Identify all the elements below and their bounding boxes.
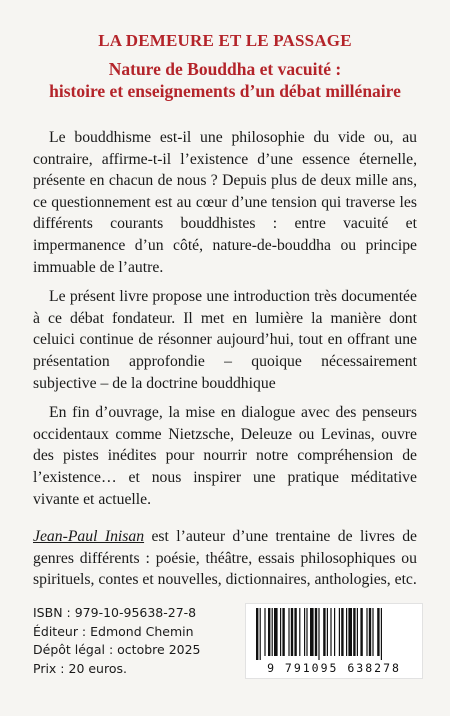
barcode-number: 9 791095 638278 xyxy=(267,661,401,675)
back-cover-text xyxy=(33,127,417,599)
subtitle-line-2: histoire et enseignements d’un débat millénaire xyxy=(49,81,401,101)
barcode xyxy=(245,603,423,679)
isbn: ISBN : 979-10-95638-27-8 xyxy=(33,605,197,620)
price: Prix : 20 euros. xyxy=(33,660,127,676)
subtitle-line-1: Nature de Bouddha et vacuité : xyxy=(108,59,342,79)
author-bio-text: est l’auteur d’une trentaine de livres de genres différents : poésie, théâtre, essais philosophiques ou spirituels, contes et nouvelles, dictionnaires, anthologies, etc. xyxy=(33,528,418,589)
publisher: Éditeur : Edmond Chemin xyxy=(33,623,194,639)
author-bio xyxy=(33,526,417,591)
paragraph-book: Le présent livre propose une introduction très documentée à ce débat fondateur. Il met en lumière la manière dont celuici continue de résonner aujourd’hui, tout en offrant une présentation approfondie – quoique nécessairement subjective – de la doctrine bouddhique xyxy=(33,288,417,392)
book-subtitle xyxy=(0,58,450,102)
legal-deposit: Dépôt légal : octobre 2025 xyxy=(33,642,201,657)
paragraph-dialogue: En fin d’ouvrage, la mise en dialogue avec des penseurs occidentaux comme Nietzsche, Deleuze ou Levinas, ouvre des pistes inédites pour nourrir notre compréhension de l’existence… et nous inspirer une pratique méditative vivante et actuelle. xyxy=(33,404,417,508)
publication-info xyxy=(33,604,201,678)
paragraph-intro: Le bouddhisme est-il une philosophie du vide ou, au contraire, affirme-t-il l’existence d’une essence éternelle, présente en chacun de nous ? Depuis plus de deux mille ans, ce questionnement est au cœur d’une tension qui traverse les différents courants bouddhistes : entre vacuité et impermanence d’un côté, nature-de-bouddha ou principe immuable de l’autre. xyxy=(33,129,417,276)
book-title: LA DEMEURE ET LE PASSAGE xyxy=(98,31,352,50)
author-name: Jean-Paul Inisan xyxy=(33,528,145,546)
barcode-icon xyxy=(250,608,418,660)
